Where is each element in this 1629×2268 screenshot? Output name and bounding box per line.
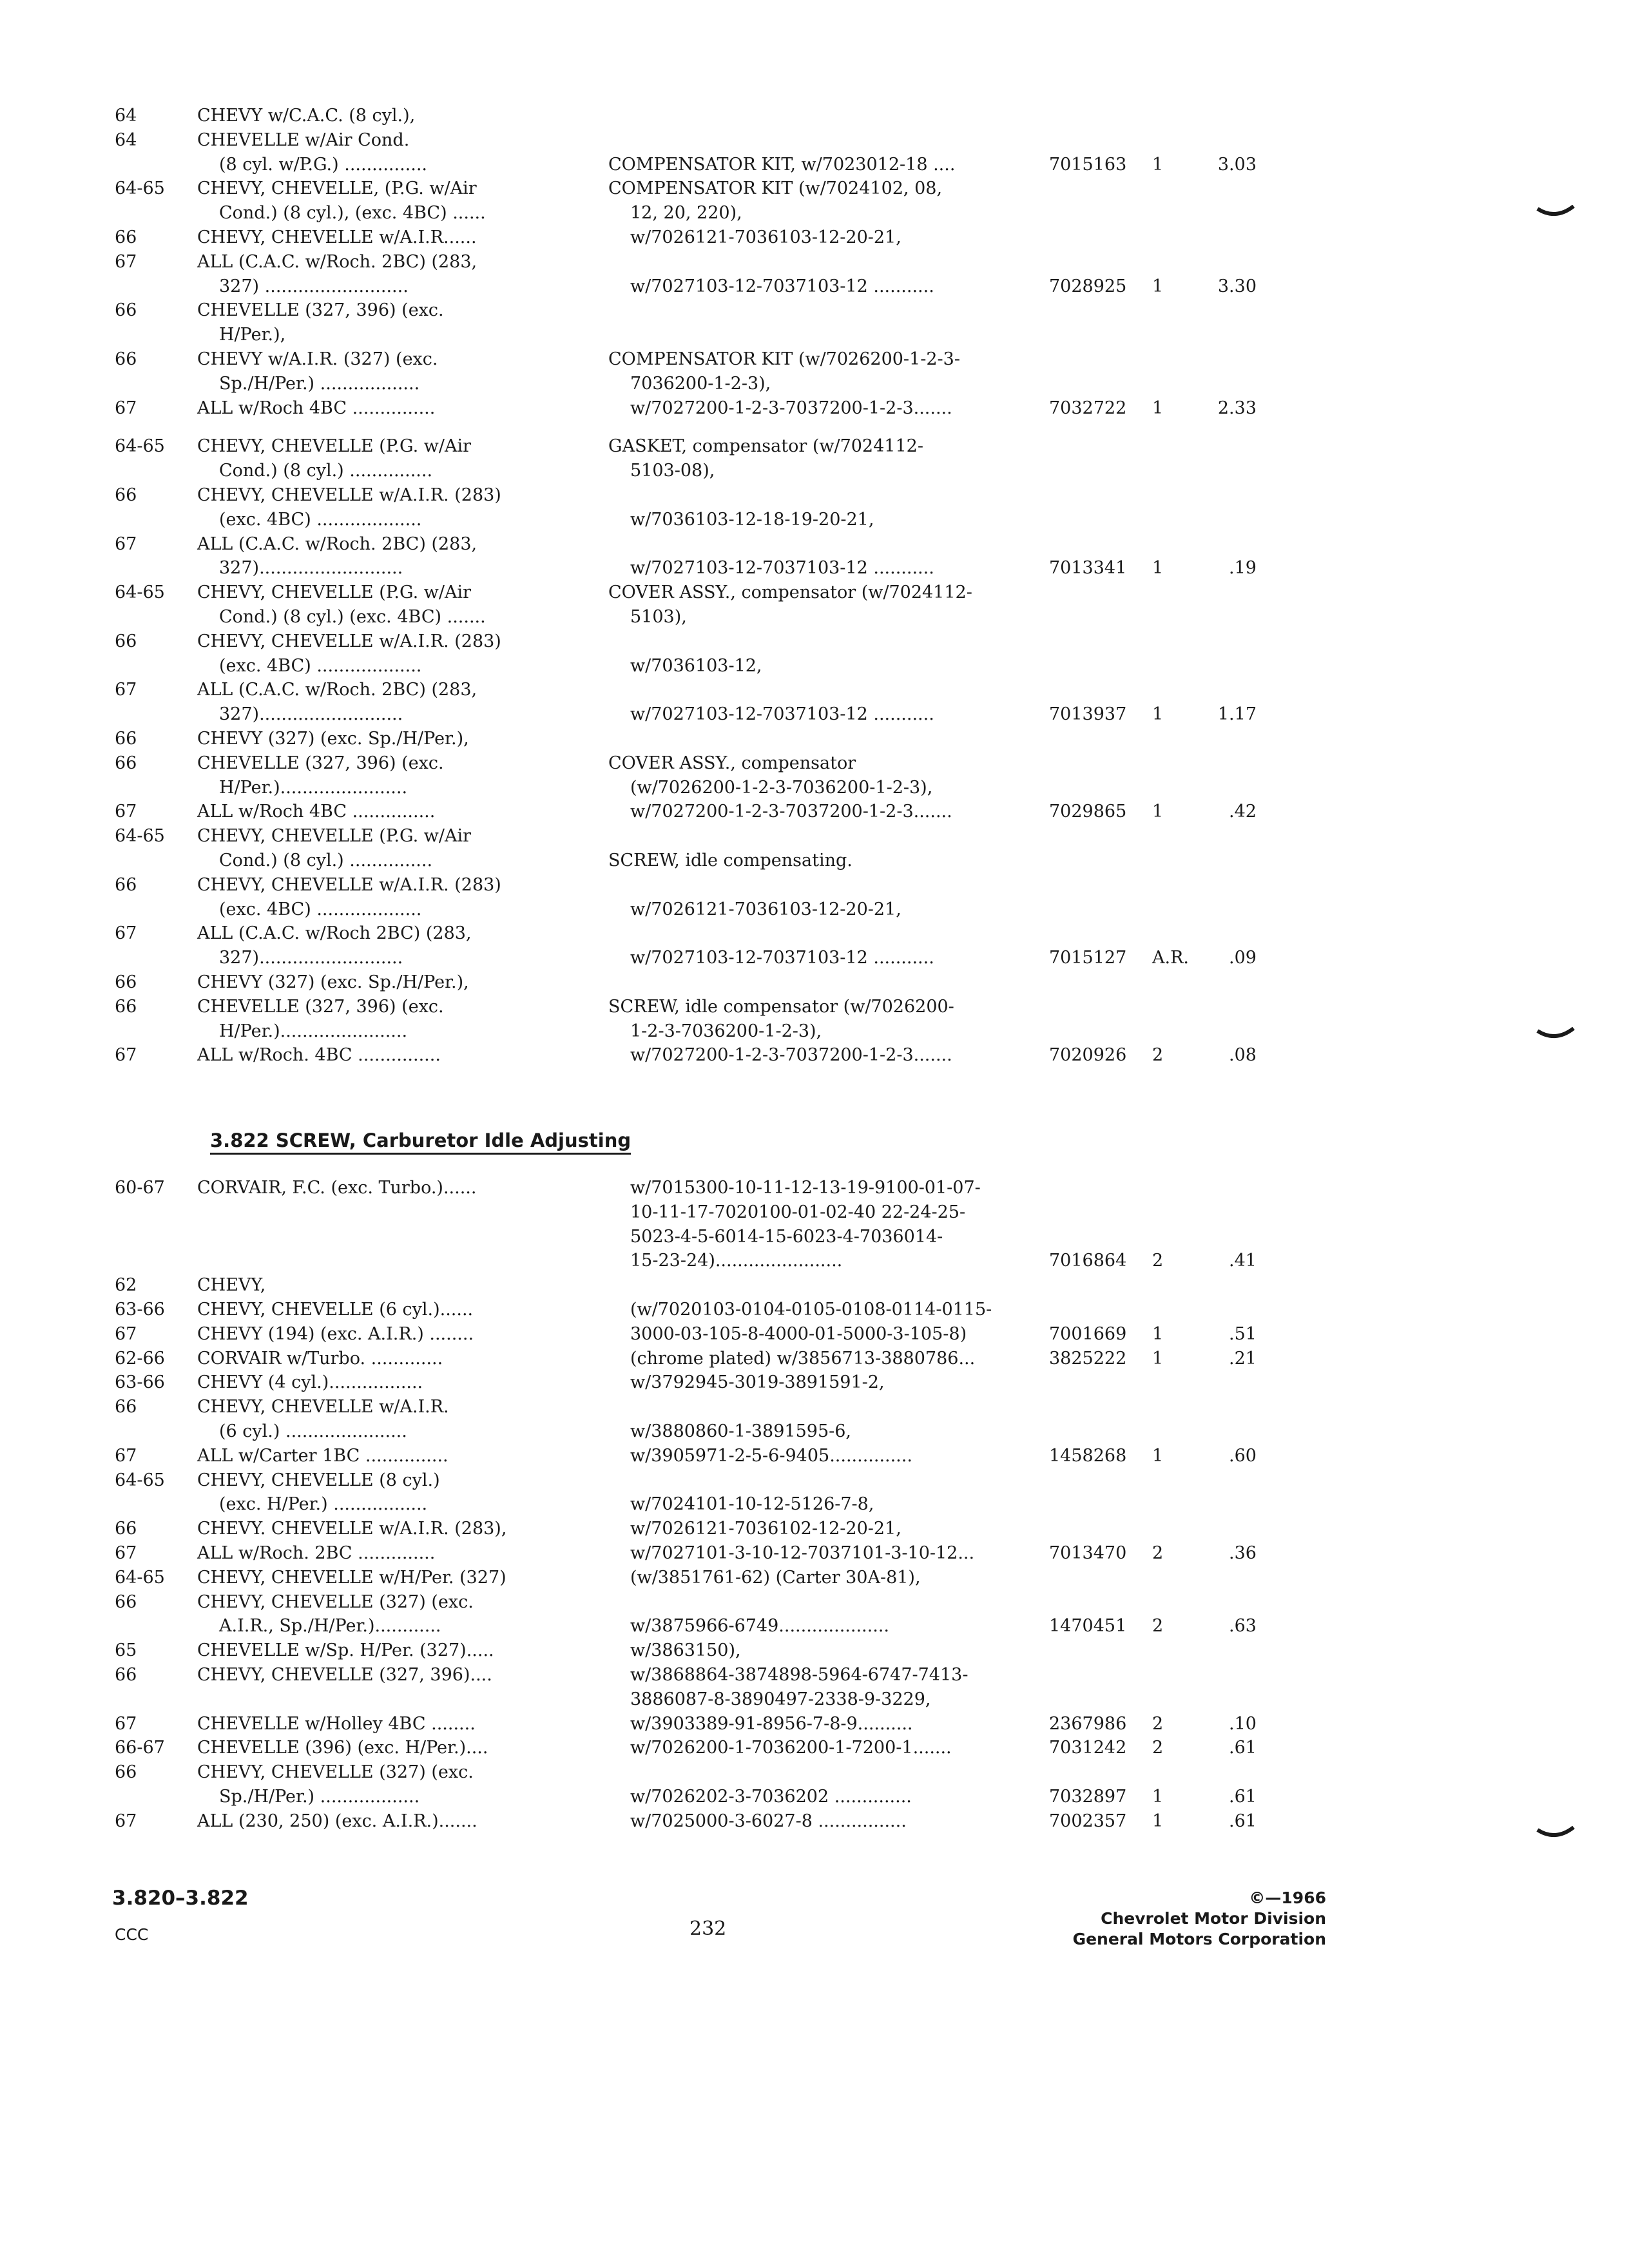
row-model: CHEVY w/A.I.R. (327) (exc. bbox=[197, 349, 438, 369]
table-row bbox=[0, 1249, 1629, 1273]
table-row bbox=[0, 1201, 1629, 1224]
row-price: .61 bbox=[1229, 1738, 1257, 1758]
table-row bbox=[0, 1347, 1629, 1370]
table-row bbox=[0, 435, 1629, 458]
row-quantity: 1 bbox=[1152, 1323, 1164, 1344]
row-part-number: 7029865 bbox=[1049, 802, 1127, 822]
row-part-number: 7015127 bbox=[1049, 948, 1127, 968]
row-quantity: 1 bbox=[1152, 1787, 1164, 1807]
row-part-number: 7028925 bbox=[1049, 276, 1127, 296]
row-description: w/7027103-12-7037103-12 ........... bbox=[630, 704, 934, 725]
row-year: 66 bbox=[115, 874, 137, 895]
row-model: CHEVY, CHEVELLE (8 cyl.) bbox=[197, 1470, 440, 1490]
row-description: w/3863150), bbox=[630, 1640, 741, 1661]
table-row bbox=[0, 849, 1629, 872]
row-description: 12, 20, 220), bbox=[630, 203, 742, 224]
row-year: 64 bbox=[115, 106, 137, 126]
row-description: w/7036103-12-18-19-20-21, bbox=[630, 509, 874, 530]
row-year: 66 bbox=[115, 1519, 137, 1539]
binder-hole-mark bbox=[1536, 1027, 1575, 1044]
row-year: 67 bbox=[115, 1323, 137, 1344]
table-row bbox=[0, 533, 1629, 556]
table-row bbox=[0, 1420, 1629, 1443]
row-quantity: 2 bbox=[1152, 1543, 1164, 1563]
row-year: 66 bbox=[115, 996, 137, 1017]
row-price: .41 bbox=[1229, 1251, 1257, 1271]
row-description: SCREW, idle compensating. bbox=[608, 850, 853, 870]
row-model: CHEVELLE (327, 396) (exc. bbox=[197, 753, 444, 773]
table-row bbox=[0, 898, 1629, 921]
row-description: w/7026121-7036103-12-20-21, bbox=[630, 899, 901, 919]
table-row bbox=[0, 1639, 1629, 1662]
row-description: 5103), bbox=[630, 607, 687, 627]
row-description: COVER ASSY., compensator (w/7024112- bbox=[608, 582, 972, 603]
row-model: CHEVY, CHEVELLE w/A.I.R. (283) bbox=[197, 485, 501, 505]
table-row bbox=[0, 323, 1629, 347]
table-row bbox=[0, 606, 1629, 629]
table-row bbox=[0, 995, 1629, 1019]
row-part-number: 7002357 bbox=[1049, 1811, 1127, 1831]
row-year: 64-65 bbox=[115, 826, 165, 847]
row-year: 67 bbox=[115, 533, 137, 554]
row-model: (exc. 4BC) ................... bbox=[219, 655, 422, 676]
row-part-number: 1470451 bbox=[1049, 1616, 1127, 1637]
table-row bbox=[0, 557, 1629, 580]
row-price: 3.03 bbox=[1217, 154, 1257, 175]
row-price: 2.33 bbox=[1217, 398, 1257, 418]
table-row bbox=[0, 1323, 1629, 1346]
table-row bbox=[0, 776, 1629, 800]
table-row bbox=[0, 1566, 1629, 1590]
row-model: CHEVY, CHEVELLE (P.G. w/Air bbox=[197, 826, 472, 847]
row-price: .60 bbox=[1229, 1445, 1257, 1466]
table-row bbox=[0, 1688, 1629, 1711]
row-model: CHEVY, CHEVELLE w/A.I.R. bbox=[197, 1397, 449, 1418]
row-part-number: 7001669 bbox=[1049, 1323, 1127, 1344]
row-year: 67 bbox=[115, 1543, 137, 1563]
row-description: w/7027200-1-2-3-7037200-1-2-3....... bbox=[630, 802, 952, 822]
row-model: CHEVY, CHEVELLE (P.G. w/Air bbox=[197, 582, 472, 603]
row-year: 65 bbox=[115, 1640, 137, 1661]
division-name: Chevrolet Motor Division bbox=[1101, 1909, 1326, 1928]
row-year: 64-65 bbox=[115, 1567, 165, 1588]
row-quantity: 1 bbox=[1152, 1811, 1164, 1831]
row-price: .51 bbox=[1229, 1323, 1257, 1344]
row-year: 64-65 bbox=[115, 178, 165, 199]
row-model: CHEVY (194) (exc. A.I.R.) ........ bbox=[197, 1323, 474, 1344]
row-year: 66-67 bbox=[115, 1738, 165, 1758]
row-quantity: 1 bbox=[1152, 704, 1164, 725]
row-year: 66 bbox=[115, 1665, 137, 1685]
row-description: 15-23-24)....................... bbox=[630, 1251, 843, 1271]
table-row bbox=[0, 1274, 1629, 1297]
row-model: CHEVY, CHEVELLE w/H/Per. (327) bbox=[197, 1567, 506, 1588]
row-description: w/7027103-12-7037103-12 ........... bbox=[630, 558, 934, 579]
row-model: H/Per.)....................... bbox=[219, 1021, 408, 1041]
row-model: H/Per.), bbox=[219, 325, 286, 345]
row-year: 67 bbox=[115, 1811, 137, 1831]
row-model: ALL w/Roch 4BC ............... bbox=[197, 398, 436, 418]
row-year: 60-67 bbox=[115, 1178, 165, 1198]
row-year: 67 bbox=[115, 1045, 137, 1066]
row-model: 327).......................... bbox=[219, 948, 403, 968]
table-row bbox=[0, 703, 1629, 726]
row-description: 7036200-1-2-3), bbox=[630, 373, 771, 394]
row-model: CHEVY, CHEVELLE w/A.I.R...... bbox=[197, 227, 477, 247]
row-model: ALL (C.A.C. w/Roch. 2BC) (283, bbox=[197, 680, 477, 700]
table-row bbox=[0, 1591, 1629, 1614]
row-description: w/7026202-3-7036202 .............. bbox=[630, 1787, 912, 1807]
row-year: 63-66 bbox=[115, 1372, 165, 1393]
row-model: CHEVELLE (327, 396) (exc. bbox=[197, 300, 444, 321]
table-row bbox=[0, 129, 1629, 152]
section-heading: 3.822 SCREW, Carburetor Idle Adjusting bbox=[210, 1129, 631, 1155]
row-year: 67 bbox=[115, 923, 137, 944]
publisher-block bbox=[1073, 1888, 1326, 1950]
row-year: 66 bbox=[115, 631, 137, 651]
row-description: COVER ASSY., compensator bbox=[608, 753, 856, 773]
row-description: COMPENSATOR KIT, w/7023012-18 .... bbox=[608, 154, 956, 175]
row-model: CHEVY, CHEVELLE w/A.I.R. (283) bbox=[197, 631, 501, 651]
row-year: 66 bbox=[115, 1762, 137, 1783]
table-row bbox=[0, 459, 1629, 483]
row-model: Cond.) (8 cyl.) ............... bbox=[219, 461, 433, 481]
row-price: .61 bbox=[1229, 1811, 1257, 1831]
row-year: 64-65 bbox=[115, 582, 165, 603]
table-row bbox=[0, 1664, 1629, 1687]
table-row bbox=[0, 825, 1629, 848]
row-part-number: 7016864 bbox=[1049, 1251, 1127, 1271]
table-row bbox=[0, 1615, 1629, 1638]
row-description: w/7036103-12, bbox=[630, 655, 762, 676]
row-model: 327) .......................... bbox=[219, 276, 409, 296]
row-model: Sp./H/Per.) .................. bbox=[219, 373, 420, 394]
row-model: ALL (C.A.C. w/Roch 2BC) (283, bbox=[197, 923, 472, 944]
row-model: ALL (C.A.C. w/Roch. 2BC) (283, bbox=[197, 251, 477, 272]
row-quantity: 2 bbox=[1152, 1251, 1164, 1271]
row-year: 67 bbox=[115, 680, 137, 700]
row-year: 67 bbox=[115, 398, 137, 418]
row-price: 1.17 bbox=[1217, 704, 1257, 725]
row-quantity: 1 bbox=[1152, 398, 1164, 418]
row-description: w/3792945-3019-3891591-2, bbox=[630, 1372, 885, 1393]
table-row bbox=[0, 1761, 1629, 1784]
table-row bbox=[0, 1225, 1629, 1249]
table-row bbox=[0, 727, 1629, 751]
row-description: w/7027200-1-2-3-7037200-1-2-3....... bbox=[630, 1045, 952, 1066]
row-price: .08 bbox=[1229, 1045, 1257, 1066]
row-description: w/7026200-1-7036200-1-7200-1....... bbox=[630, 1738, 952, 1758]
copyright-notice: ©—1966 bbox=[1249, 1888, 1326, 1907]
row-quantity: 2 bbox=[1152, 1616, 1164, 1637]
row-part-number: 3825222 bbox=[1049, 1348, 1127, 1369]
binder-hole-mark bbox=[1536, 1826, 1575, 1843]
row-description: 5103-08), bbox=[630, 461, 715, 481]
row-model: 327).......................... bbox=[219, 704, 403, 725]
table-row bbox=[0, 678, 1629, 702]
row-year: 63-66 bbox=[115, 1300, 165, 1320]
table-row bbox=[0, 922, 1629, 945]
row-price: .36 bbox=[1229, 1543, 1257, 1563]
row-year: 67 bbox=[115, 802, 137, 822]
row-description: COMPENSATOR KIT (w/7024102, 08, bbox=[608, 178, 943, 199]
row-quantity: 1 bbox=[1152, 1445, 1164, 1466]
table-row bbox=[0, 397, 1629, 420]
row-part-number: 7020926 bbox=[1049, 1045, 1127, 1066]
row-quantity: 2 bbox=[1152, 1713, 1164, 1734]
row-price: .19 bbox=[1229, 558, 1257, 579]
row-model: CHEVELLE w/Sp. H/Per. (327)..... bbox=[197, 1640, 494, 1661]
row-part-number: 2367986 bbox=[1049, 1713, 1127, 1734]
table-row bbox=[0, 1469, 1629, 1492]
row-part-number: 1458268 bbox=[1049, 1445, 1127, 1466]
row-year: 66 bbox=[115, 227, 137, 247]
row-description: w/7027103-12-7037103-12 ........... bbox=[630, 948, 934, 968]
table-row bbox=[0, 1713, 1629, 1736]
table-row bbox=[0, 226, 1629, 249]
table-row bbox=[0, 1371, 1629, 1394]
table-row bbox=[0, 104, 1629, 128]
row-part-number: 7032897 bbox=[1049, 1787, 1127, 1807]
row-description: (w/7026200-1-2-3-7036200-1-2-3), bbox=[630, 777, 933, 798]
catalog-code: CCC bbox=[115, 1925, 149, 1944]
row-model: A.I.R., Sp./H/Per.)............ bbox=[219, 1616, 441, 1637]
table-row bbox=[0, 177, 1629, 200]
row-model: CHEVY, CHEVELLE (6 cyl.)...... bbox=[197, 1300, 474, 1320]
corporation-name: General Motors Corporation bbox=[1072, 1930, 1326, 1948]
row-description: w/7024101-10-12-5126-7-8, bbox=[630, 1494, 874, 1515]
row-model: CHEVY, bbox=[197, 1275, 266, 1296]
row-description: w/7026121-7036103-12-20-21, bbox=[630, 227, 901, 247]
row-model: CHEVELLE w/Holley 4BC ........ bbox=[197, 1713, 476, 1734]
table-row bbox=[0, 655, 1629, 678]
row-description: GASKET, compensator (w/7024112- bbox=[608, 436, 923, 457]
table-row bbox=[0, 874, 1629, 897]
row-price: .42 bbox=[1229, 802, 1257, 822]
row-model: ALL w/Carter 1BC ............... bbox=[197, 1445, 448, 1466]
table-row bbox=[0, 153, 1629, 177]
row-model: CHEVELLE (396) (exc. H/Per.).... bbox=[197, 1738, 488, 1758]
row-model: CHEVY w/C.A.C. (8 cyl.), bbox=[197, 106, 416, 126]
row-model: CHEVY, CHEVELLE (327) (exc. bbox=[197, 1591, 474, 1612]
row-part-number: 7013937 bbox=[1049, 704, 1127, 725]
row-description: 3000-03-105-8-4000-01-5000-3-105-8) bbox=[630, 1323, 967, 1344]
row-description: 5023-4-5-6014-15-6023-4-7036014- bbox=[630, 1226, 943, 1247]
table-row bbox=[0, 1177, 1629, 1200]
row-year: 66 bbox=[115, 729, 137, 749]
row-description: w/3875966-6749.................... bbox=[630, 1616, 889, 1637]
row-model: ALL w/Roch 4BC ............... bbox=[197, 802, 436, 822]
row-description: SCREW, idle compensator (w/7026200- bbox=[608, 996, 954, 1017]
table-row bbox=[0, 1298, 1629, 1321]
row-quantity: A.R. bbox=[1152, 948, 1189, 968]
row-model: CHEVY (327) (exc. Sp./H/Per.), bbox=[197, 729, 469, 749]
row-year: 66 bbox=[115, 1397, 137, 1418]
table-row bbox=[0, 1044, 1629, 1067]
row-description: w/7026121-7036102-12-20-21, bbox=[630, 1519, 901, 1539]
row-model: (exc. H/Per.) ................. bbox=[219, 1494, 428, 1515]
row-model: CHEVY (327) (exc. Sp./H/Per.), bbox=[197, 972, 469, 992]
table-row bbox=[0, 202, 1629, 225]
row-year: 66 bbox=[115, 753, 137, 773]
table-row bbox=[0, 1785, 1629, 1809]
row-model: CHEVELLE w/Air Cond. bbox=[197, 130, 410, 150]
row-model: ALL (C.A.C. w/Roch. 2BC) (283, bbox=[197, 533, 477, 554]
row-model: ALL w/Roch. 2BC .............. bbox=[197, 1543, 436, 1563]
row-model: CHEVY, CHEVELLE, (P.G. w/Air bbox=[197, 178, 477, 199]
section-code: 3.820–3.822 bbox=[112, 1887, 249, 1910]
row-description: w/7027200-1-2-3-7037200-1-2-3....... bbox=[630, 398, 952, 418]
row-year: 66 bbox=[115, 300, 137, 321]
row-quantity: 2 bbox=[1152, 1738, 1164, 1758]
row-price: .63 bbox=[1229, 1616, 1257, 1637]
row-description: w/7027101-3-10-12-7037101-3-10-12... bbox=[630, 1543, 975, 1563]
row-description: (chrome plated) w/3856713-3880786... bbox=[630, 1348, 976, 1369]
table-row bbox=[0, 508, 1629, 532]
row-model: (8 cyl. w/P.G.) ............... bbox=[219, 154, 427, 175]
table-row bbox=[0, 1493, 1629, 1516]
table-row bbox=[0, 1445, 1629, 1468]
table-row bbox=[0, 971, 1629, 994]
row-year: 66 bbox=[115, 972, 137, 992]
row-price: .61 bbox=[1229, 1787, 1257, 1807]
row-year: 62 bbox=[115, 1275, 137, 1296]
row-description: (w/7020103-0104-0105-0108-0114-0115- bbox=[630, 1300, 992, 1320]
table-row bbox=[0, 372, 1629, 396]
row-description: COMPENSATOR KIT (w/7026200-1-2-3- bbox=[608, 349, 960, 369]
row-quantity: 1 bbox=[1152, 276, 1164, 296]
row-model: CHEVY. CHEVELLE w/A.I.R. (283), bbox=[197, 1519, 507, 1539]
row-price: .09 bbox=[1229, 948, 1257, 968]
table-row bbox=[0, 1517, 1629, 1541]
row-year: 67 bbox=[115, 1445, 137, 1466]
row-model: CORVAIR, F.C. (exc. Turbo.)...... bbox=[197, 1178, 477, 1198]
table-row bbox=[0, 1396, 1629, 1419]
table-row bbox=[0, 947, 1629, 970]
row-part-number: 7013341 bbox=[1049, 558, 1127, 579]
row-year: 66 bbox=[115, 349, 137, 369]
row-model: CORVAIR w/Turbo. ............. bbox=[197, 1348, 443, 1369]
row-price: 3.30 bbox=[1217, 276, 1257, 296]
row-year: 67 bbox=[115, 251, 137, 272]
row-model: (exc. 4BC) ................... bbox=[219, 509, 422, 530]
row-part-number: 7015163 bbox=[1049, 154, 1127, 175]
table-row bbox=[0, 1736, 1629, 1760]
row-model: (6 cyl.) ...................... bbox=[219, 1421, 407, 1441]
row-description: w/7025000-3-6027-8 ................ bbox=[630, 1811, 907, 1831]
table-row bbox=[0, 348, 1629, 371]
row-part-number: 7013470 bbox=[1049, 1543, 1127, 1563]
row-model: CHEVY, CHEVELLE w/A.I.R. (283) bbox=[197, 874, 501, 895]
row-year: 62-66 bbox=[115, 1348, 165, 1369]
row-model: ALL (230, 250) (exc. A.I.R.)....... bbox=[197, 1811, 477, 1831]
row-model: 327).......................... bbox=[219, 558, 403, 579]
table-row bbox=[0, 299, 1629, 322]
table-row bbox=[0, 581, 1629, 604]
table-row bbox=[0, 251, 1629, 274]
row-year: 64-65 bbox=[115, 436, 165, 457]
page-number: 232 bbox=[689, 1917, 727, 1940]
row-description: w/3905971-2-5-6-9405............... bbox=[630, 1445, 912, 1466]
table-row bbox=[0, 752, 1629, 775]
row-year: 67 bbox=[115, 1713, 137, 1734]
row-price: .10 bbox=[1229, 1713, 1257, 1734]
row-quantity: 1 bbox=[1152, 802, 1164, 822]
row-quantity: 1 bbox=[1152, 1348, 1164, 1369]
row-model: CHEVY, CHEVELLE (P.G. w/Air bbox=[197, 436, 472, 457]
table-row bbox=[0, 800, 1629, 823]
row-model: Cond.) (8 cyl.) ............... bbox=[219, 850, 433, 870]
table-row bbox=[0, 630, 1629, 653]
row-model: (exc. 4BC) ................... bbox=[219, 899, 422, 919]
row-part-number: 7031242 bbox=[1049, 1738, 1127, 1758]
row-description: 1-2-3-7036200-1-2-3), bbox=[630, 1021, 822, 1041]
row-description: 3886087-8-3890497-2338-9-3229, bbox=[630, 1689, 931, 1709]
table-row bbox=[0, 275, 1629, 298]
row-description: w/7015300-10-11-12-13-19-9100-01-07- bbox=[630, 1178, 981, 1198]
row-quantity: 1 bbox=[1152, 558, 1164, 579]
row-quantity: 1 bbox=[1152, 154, 1164, 175]
row-year: 64 bbox=[115, 130, 137, 150]
binder-hole-mark bbox=[1536, 205, 1575, 222]
row-part-number: 7032722 bbox=[1049, 398, 1127, 418]
row-year: 66 bbox=[115, 1591, 137, 1612]
table-row bbox=[0, 1542, 1629, 1565]
row-model: CHEVY, CHEVELLE (327, 396).... bbox=[197, 1665, 492, 1685]
row-description: 10-11-17-7020100-01-02-40 22-24-25- bbox=[630, 1202, 966, 1222]
row-year: 64-65 bbox=[115, 1470, 165, 1490]
row-model: ALL w/Roch. 4BC ............... bbox=[197, 1045, 441, 1066]
row-model: Sp./H/Per.) .................. bbox=[219, 1787, 420, 1807]
row-description: w/3903389-91-8956-7-8-9.......... bbox=[630, 1713, 913, 1734]
row-model: H/Per.)....................... bbox=[219, 777, 408, 798]
row-model: CHEVELLE (327, 396) (exc. bbox=[197, 996, 444, 1017]
table-row bbox=[0, 1020, 1629, 1043]
row-description: w/7027103-12-7037103-12 ........... bbox=[630, 276, 934, 296]
row-model: Cond.) (8 cyl.), (exc. 4BC) ...... bbox=[219, 203, 486, 224]
row-model: CHEVY, CHEVELLE (327) (exc. bbox=[197, 1762, 474, 1783]
row-description: w/3880860-1-3891595-6, bbox=[630, 1421, 852, 1441]
table-row bbox=[0, 484, 1629, 507]
row-description: (w/3851761-62) (Carter 30A-81), bbox=[630, 1567, 921, 1588]
row-year: 66 bbox=[115, 485, 137, 505]
row-model: Cond.) (8 cyl.) (exc. 4BC) ....... bbox=[219, 607, 486, 627]
row-quantity: 2 bbox=[1152, 1045, 1164, 1066]
row-model: CHEVY (4 cyl.)................. bbox=[197, 1372, 423, 1393]
row-price: .21 bbox=[1229, 1348, 1257, 1369]
row-description: w/3868864-3874898-5964-6747-7413- bbox=[630, 1665, 969, 1685]
table-row bbox=[0, 1810, 1629, 1833]
